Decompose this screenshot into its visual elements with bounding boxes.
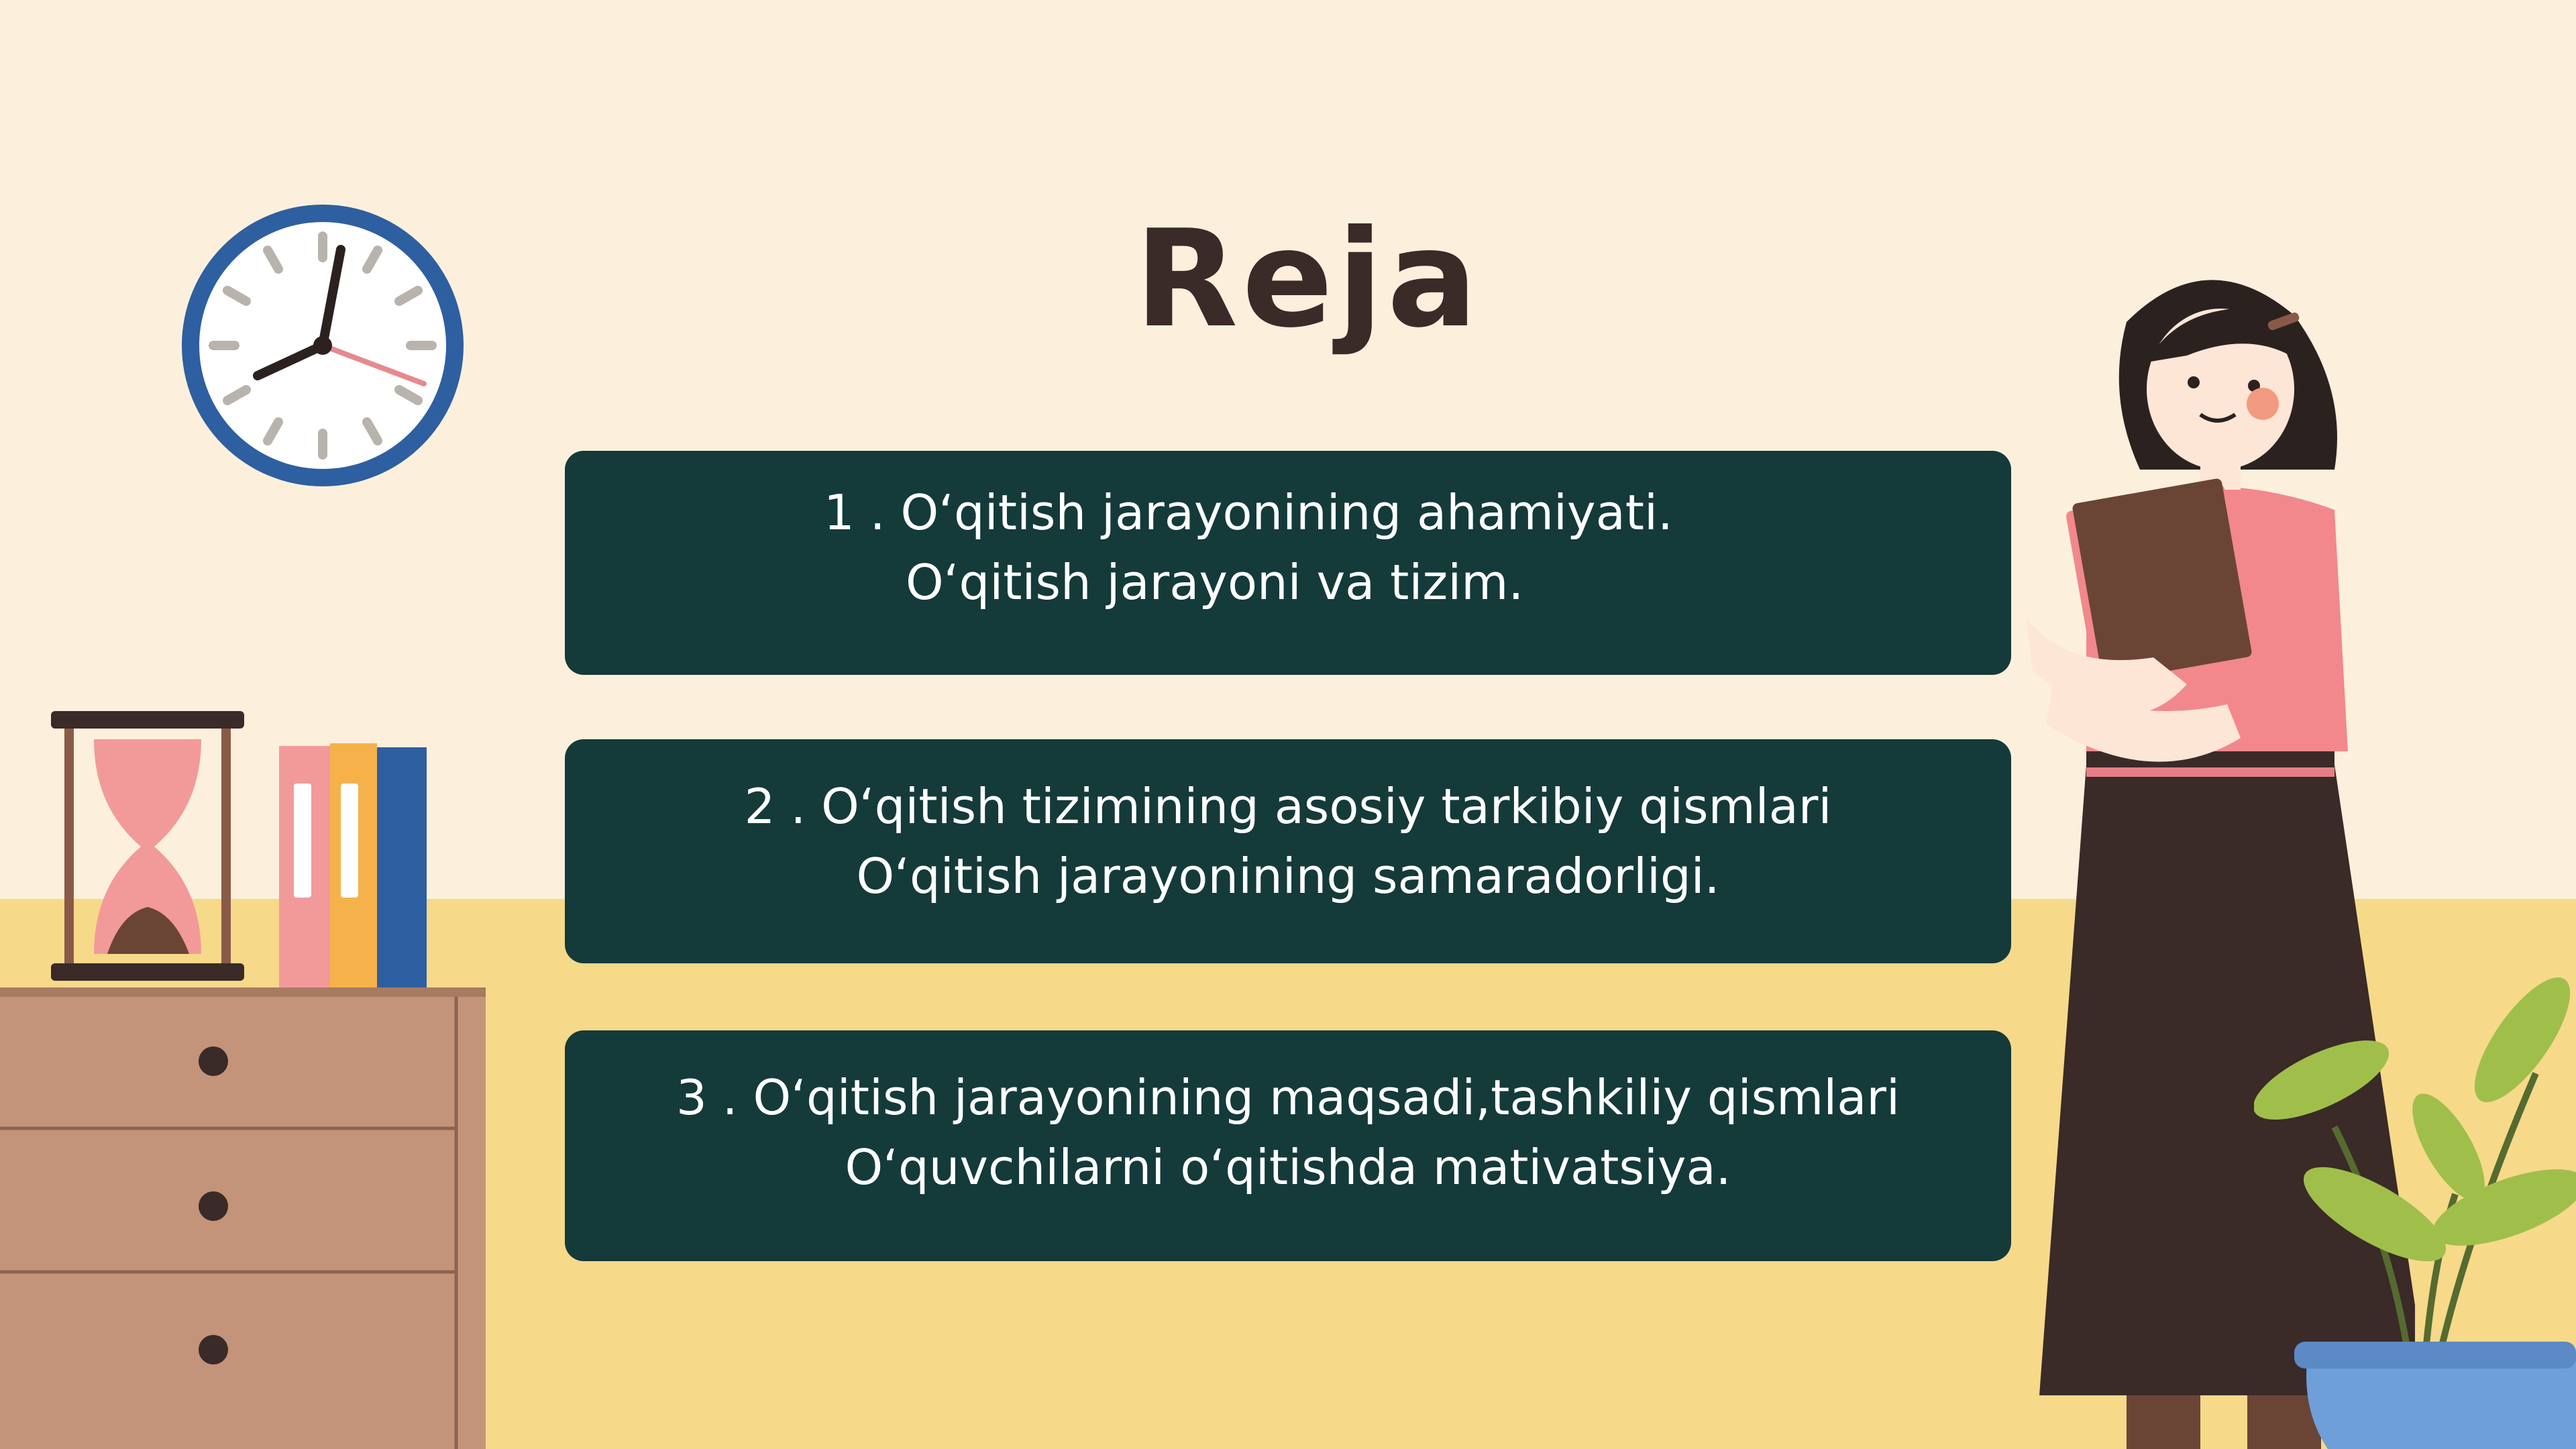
plan-item-3 [565, 1030, 2011, 1261]
plan-item-2-line-2: O‘qitish jarayonining samaradorligi. [856, 848, 1720, 904]
wall-clock-icon [172, 195, 474, 496]
plan-item-1 [565, 451, 2011, 675]
plan-item-1-line-1: 1 . O‘qitish jarayonining ahamiyati. [824, 484, 1673, 541]
plan-item-2 [565, 739, 2011, 963]
plan-item-3-line-2: O‘quvchilarni o‘qitishda mativatsiya. [845, 1139, 1731, 1195]
hourglass-icon [47, 706, 248, 987]
plan-item-3-line-1: 3 . O‘qitish jarayonining maqsadi,tashkiliy qismlari [676, 1069, 1900, 1126]
books-icon [279, 743, 427, 987]
slide-title: Reja [1134, 201, 1482, 358]
plan-item-2-line-1: 2 . O‘qitish tizimining asosiy tarkibiy qismlari [744, 778, 1832, 835]
drawer-cabinet [0, 987, 486, 1449]
plan-item-1-line-2: O‘qitish jarayoni va tizim. [906, 554, 1524, 610]
potted-plant-icon [2254, 926, 2576, 1449]
